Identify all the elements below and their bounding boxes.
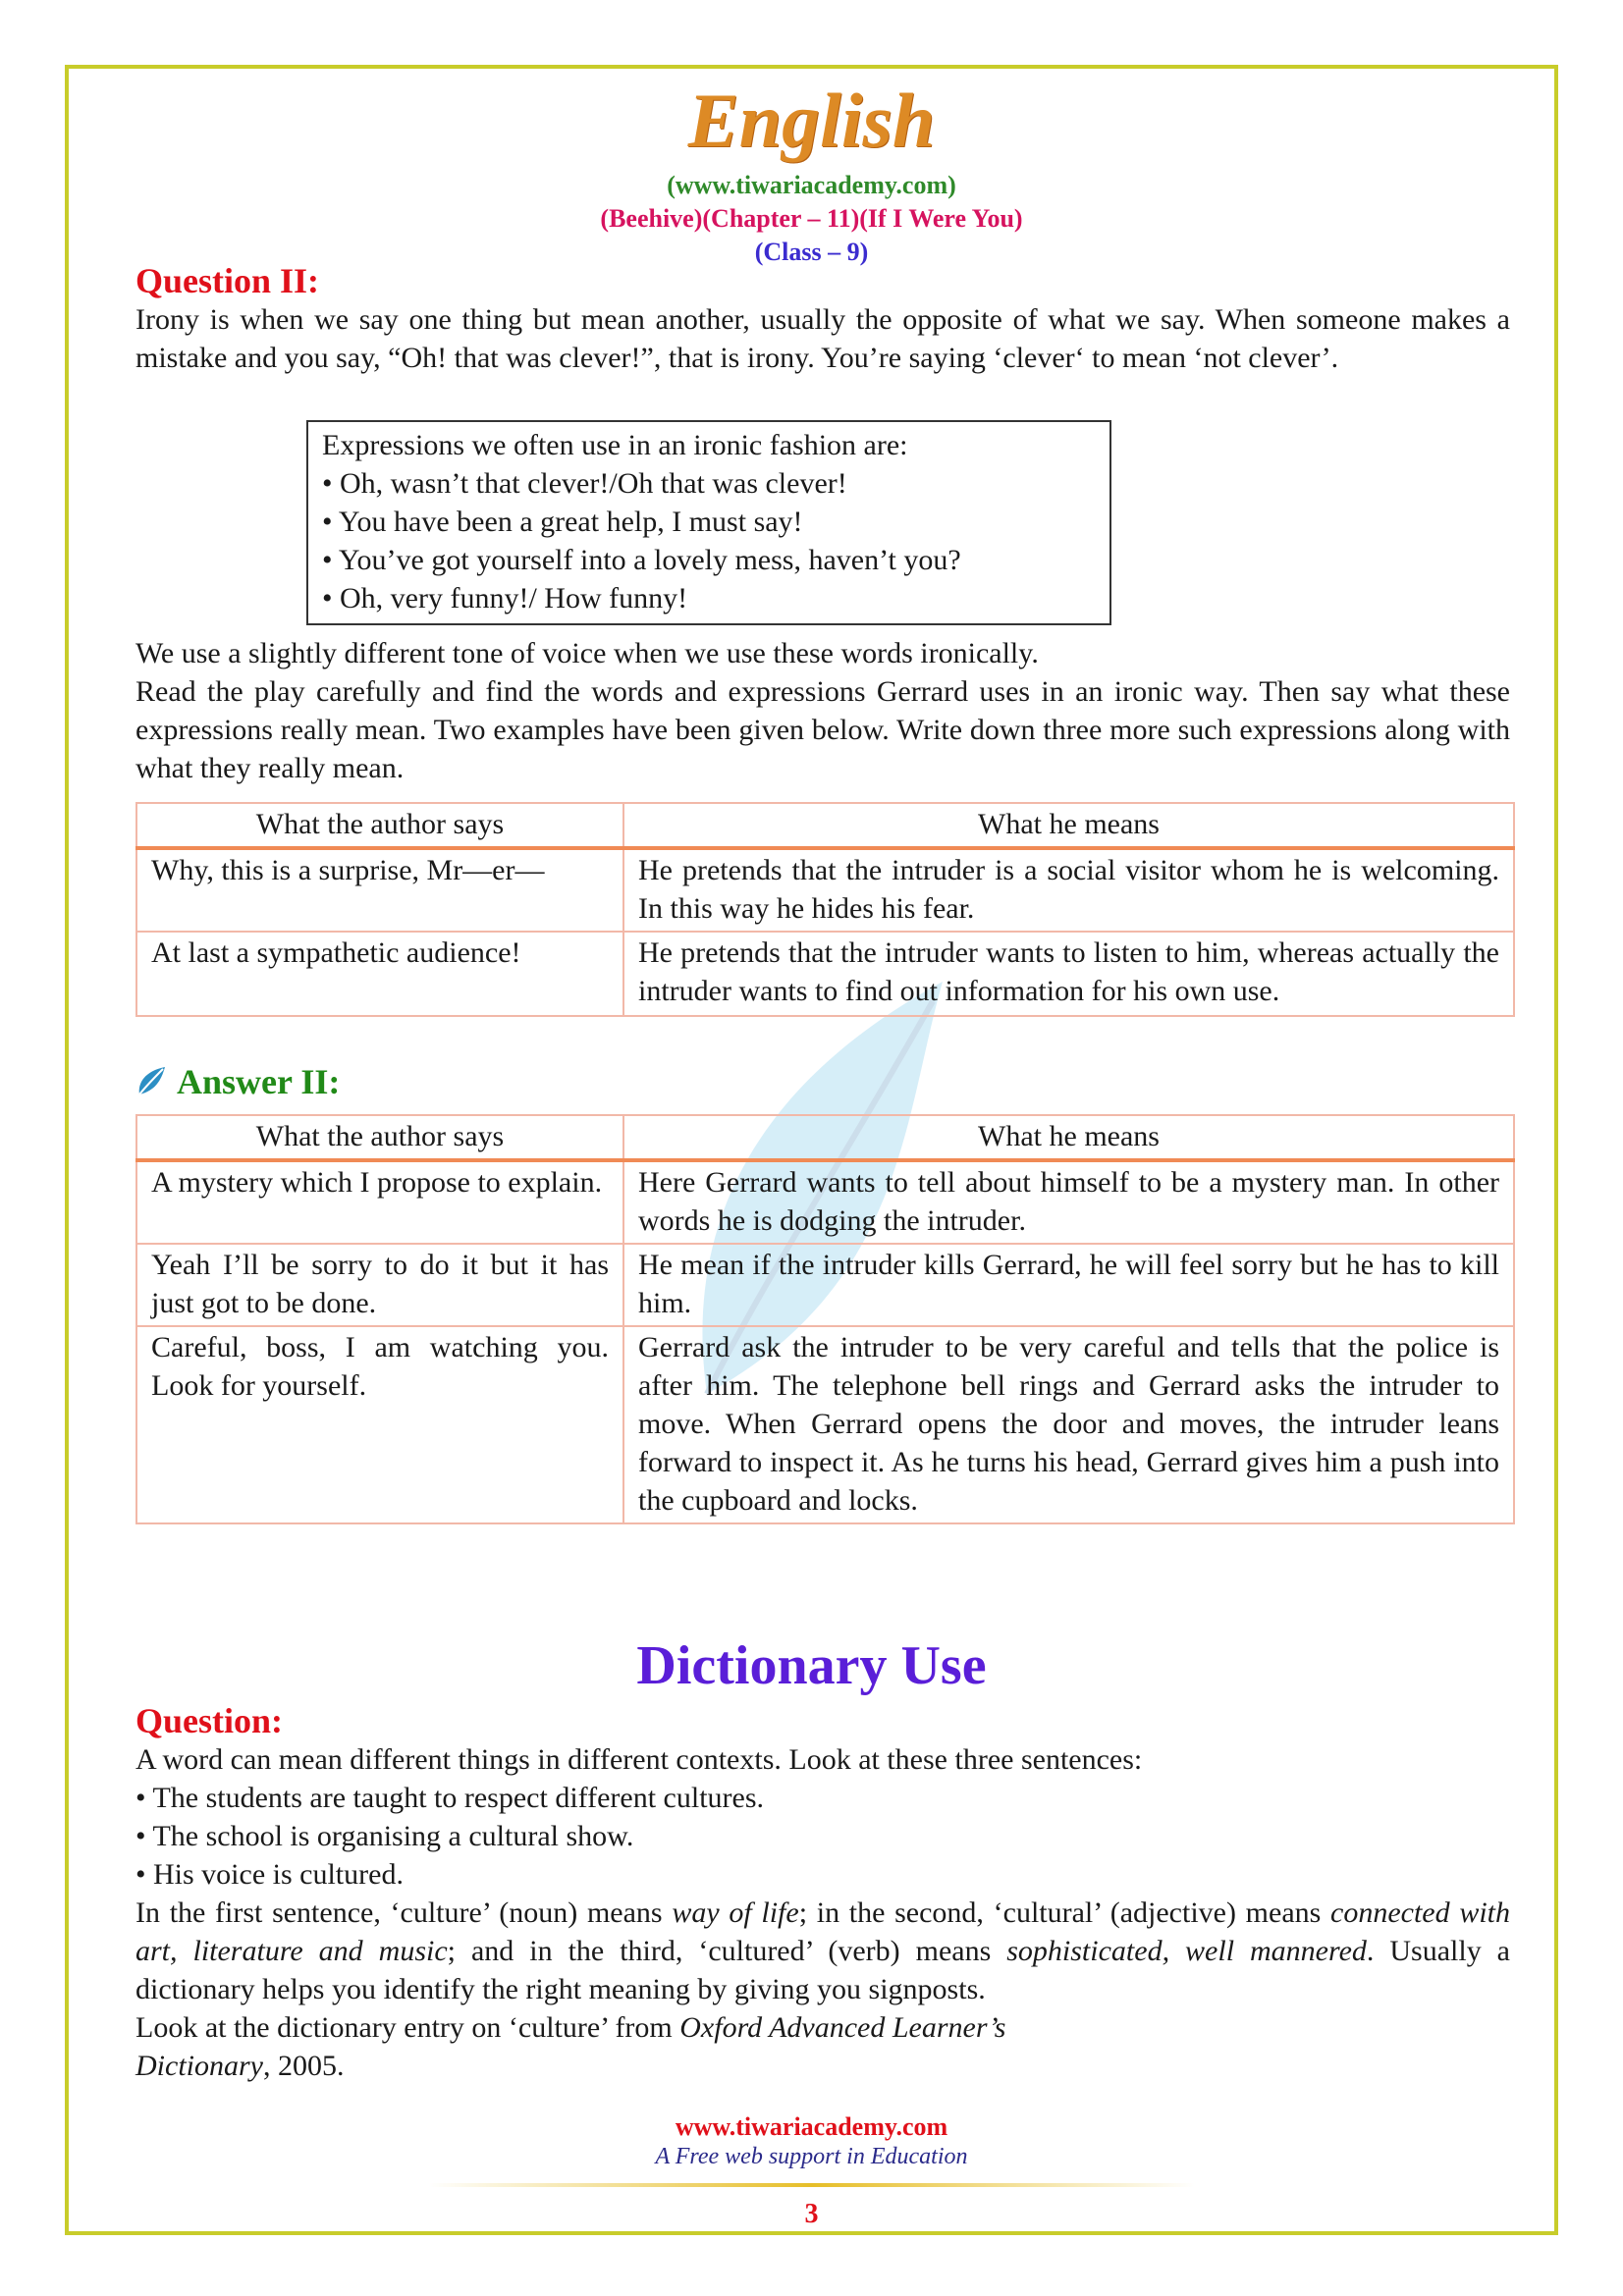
page-header — [0, 77, 1623, 269]
answer-2-heading: Answer II: — [177, 1062, 341, 1101]
box-line: • You’ve got yourself into a lovely mess, haven’t you? — [322, 544, 961, 576]
example-sentence: • His voice is cultured. — [135, 1858, 404, 1891]
table-header-row — [136, 1115, 1514, 1160]
class-line: (Class – 9) — [754, 238, 869, 266]
text-run: Look at the dictionary entry on ‘culture’ from — [135, 2011, 680, 2044]
table-row — [136, 932, 1514, 1016]
table-cell: He mean if the intruder kills Gerrard, he will feel sorry but he has to kill him. — [623, 1244, 1514, 1326]
subject-title: English — [687, 78, 936, 163]
irony-intro: Irony is when we say one thing but mean another, usually the opposite of what we say. When someone makes a mistake and you say, “Oh! that was clever!”, that is irony. You’re saying ‘clever‘ to mean ‘not clever’. — [135, 303, 1510, 374]
box-line: • Oh, wasn’t that clever!/Oh that was clever! — [322, 467, 847, 500]
dictionary-section — [135, 1701, 1510, 2085]
question-2-instructions — [135, 634, 1510, 787]
table-cell: He pretends that the intruder is a social visitor whom he is welcoming. In this way he hides his fear. — [623, 848, 1514, 932]
instruction-text: Read the play carefully and find the words and expressions Gerrard uses in an ironic way. Then say what these expressions really mean. Two examples have been given below. Write down three more such expressions along with what they really mean. — [135, 675, 1510, 784]
question-2-table-wrap — [135, 802, 1510, 1017]
meanings-paragraph — [135, 1894, 1510, 2008]
dictionary-reference — [135, 2008, 1510, 2085]
table-header-row — [136, 803, 1514, 848]
answer-2-table — [135, 1114, 1515, 1524]
table-cell: At last a sympathetic audience! — [136, 932, 623, 1016]
leaf-logo-icon — [135, 1065, 169, 1098]
table-row — [136, 1326, 1514, 1523]
dictionary-name-em: Oxford Advanced Learner’s — [679, 2011, 1006, 2044]
text-run: ; in the second, ‘cultural’ (adjective) means — [798, 1896, 1331, 1929]
question-2-table — [135, 802, 1515, 1017]
ironic-expressions-box — [306, 420, 1111, 625]
table-header: What the author says — [136, 1115, 623, 1160]
dictionary-name-em: Dictionary — [135, 2050, 263, 2082]
meaning-em: way of life — [672, 1896, 799, 1929]
table-cell: Careful, boss, I am watching you. Look for yourself. — [136, 1326, 623, 1523]
table-cell: He pretends that the intruder wants to listen to him, whereas actually the intruder wants to find out information for his own use. — [623, 932, 1514, 1016]
text-run: . Usually a dictionary helps you identify the right meaning by giving you signposts. — [135, 1935, 1510, 2005]
dictionary-intro: A word can mean different things in different contexts. Look at these three sentences: — [135, 1743, 1143, 1776]
answer-2-table-wrap — [135, 1114, 1510, 1524]
answer-2-section — [135, 1062, 1510, 1101]
table-row — [136, 848, 1514, 932]
page-number: 3 — [804, 2199, 819, 2229]
question-2-heading: Question II: — [135, 261, 320, 300]
box-line: • You have been a great help, I must say! — [322, 506, 803, 538]
header-site-link[interactable]: (www.tiwariacademy.com) — [667, 171, 956, 199]
example-sentence: • The students are taught to respect different cultures. — [135, 1782, 765, 1814]
text-run: ; and in the third, ‘cultured’ (verb) means — [447, 1935, 1007, 1967]
meaning-em: sophisticated, well mannered — [1006, 1935, 1367, 1967]
dictionary-use-title: Dictionary Use — [636, 1635, 987, 1696]
table-header: What he means — [623, 803, 1514, 848]
table-cell: A mystery which I propose to explain. — [136, 1160, 623, 1244]
table-row — [136, 1160, 1514, 1244]
table-header: What he means — [623, 1115, 1514, 1160]
table-cell: Why, this is a surprise, Mr—er— — [136, 848, 623, 932]
footer-tagline: A Free web support in Education — [655, 2144, 968, 2169]
question-2-section — [135, 261, 1510, 377]
tone-text: We use a slightly different tone of voice when we use these words ironically. — [135, 637, 1039, 669]
footer-divider — [429, 2183, 1195, 2187]
dictionary-question-heading: Question: — [135, 1701, 284, 1740]
footer-site-link[interactable]: www.tiwariacademy.com — [675, 2112, 948, 2141]
chapter-line: (Beehive)(Chapter – 11)(If I Were You) — [600, 204, 1023, 233]
text-run: , 2005. — [262, 2050, 345, 2082]
meaning-em: connected with art, literature and music — [135, 1896, 1510, 1967]
table-cell: Gerrard ask the intruder to be very careful and tells that the police is after him. The telephone bell rings and Gerrard asks the intruder to move. When Gerrard opens the door and moves, the intruder leans forward to inspect it. As he turns his head, Gerrard gives him a push into the cupboard and locks. — [623, 1326, 1514, 1523]
answer-2-heading-row — [135, 1062, 1510, 1101]
box-line: • Oh, very funny!/ How funny! — [322, 582, 688, 614]
table-cell: Here Gerrard wants to tell about himself to be a mystery man. In other words he is dodging the intruder. — [623, 1160, 1514, 1244]
text-run: In the first sentence, ‘culture’ (noun) means — [135, 1896, 673, 1929]
page-footer — [0, 2112, 1623, 2230]
table-row — [136, 1244, 1514, 1326]
example-sentence: • The school is organising a cultural show. — [135, 1820, 634, 1852]
table-header: What the author says — [136, 803, 623, 848]
table-cell: Yeah I’ll be sorry to do it but it has just got to be done. — [136, 1244, 623, 1326]
box-line: Expressions we often use in an ironic fashion are: — [322, 429, 908, 461]
